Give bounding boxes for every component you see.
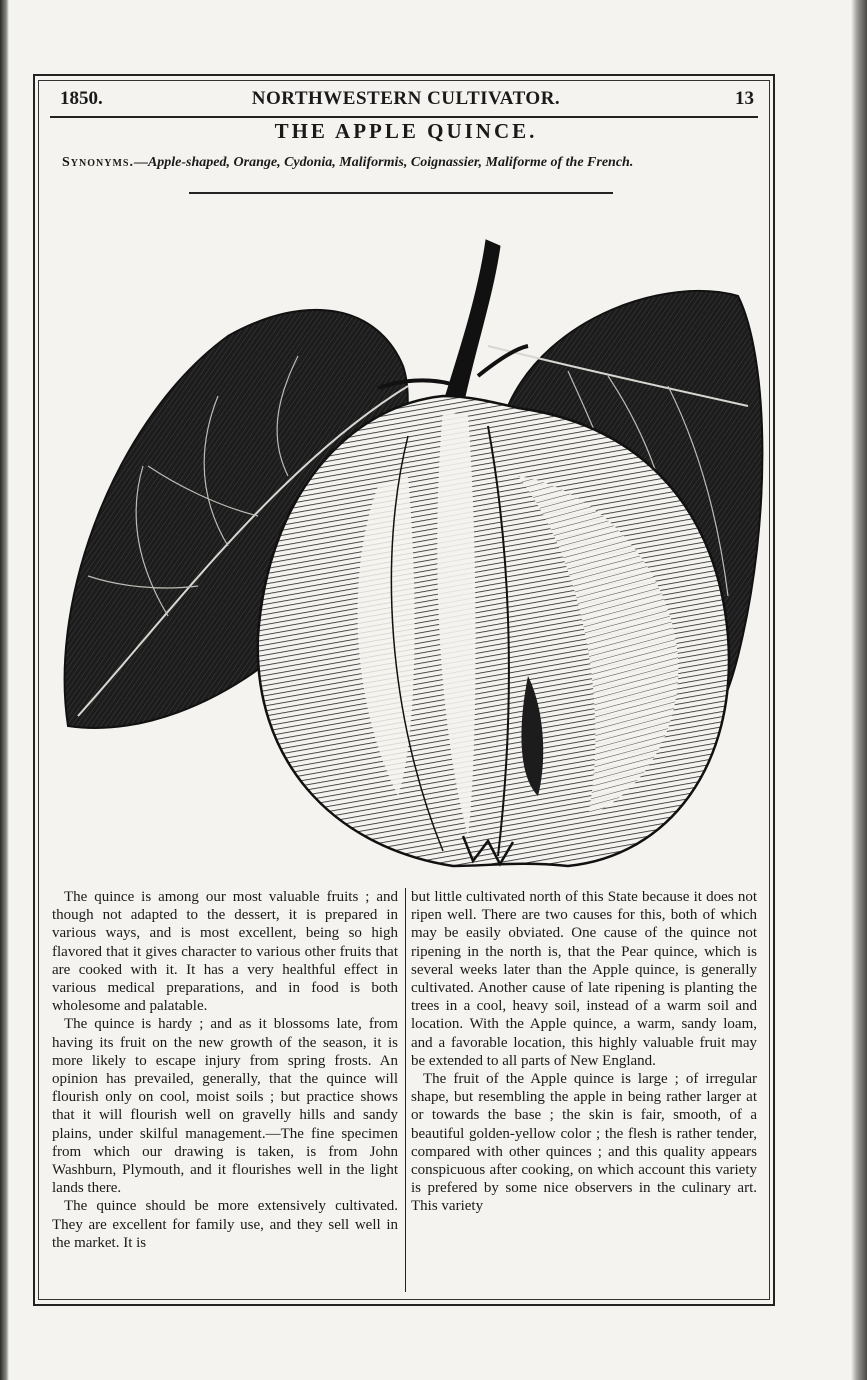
synonyms-text: —Apple-shaped, Orange, Cydonia, Maliformis, Coignassier, Maliforme of the French.: [133, 155, 634, 170]
title-rule: [189, 192, 613, 194]
header-rule: [50, 116, 758, 118]
scan-edge-right: [851, 0, 867, 1380]
paragraph: The quince is hardy ; and as it blossoms late, from having its fruit on the new growth of the season, it is more likely to escape injury from spring frosts. An opinion has prevailed, generally, that the quince will flourish only on cool, moist soils ; but practice shows that it will flourish well on gravelly hills and sandy plains, under skilful management.—The fine specimen from which our drawing is taken, is from John Washburn, Plymouth, and it flourishes well in the light lands there.: [52, 1016, 398, 1197]
synonyms-label: Synonyms.: [62, 155, 134, 170]
article-column-right: [411, 888, 757, 1216]
paragraph: but little cultivated north of this State because it does not ripen well. There are two causes for this, both of which may be easily obviated. One cause of the quince not ripening in the north is, that the Pear quince, which is several weeks later than the Apple quince, is generally cultivated. Another cause of late ripening is planting the trees in a cool, heavy soil, instead of a warm soil and location. With the Apple quince, a warm, sandy loam, and a favorable location, this highly valuable fruit may be extended to all parts of New England.: [411, 889, 757, 1069]
synonyms-line: [62, 155, 762, 171]
paragraph: The fruit of the Apple quince is large ; of irregular shape, but resembling the apple in being rather larger at or towards the base ; the skin is fair, smooth, of a beautiful golden-yellow color ; the flesh is rather tender, compared with other quinces ; and this quality appears conspicuous after cooking, on which account this variety is prefered by some nice observers in the culinary art. This variety: [411, 1071, 757, 1215]
column-rule: [405, 888, 406, 1292]
page-number: 13: [735, 88, 754, 109]
scan-edge-left: [0, 0, 9, 1380]
paragraph: The quince is among our most valuable fruits ; and though not adapted to the dessert, it is prepared in various ways, and is most excellent, being so high flavored that it gives character to various other fruits that are cooked with it. It has a very healthful effect in various medical preparations, and in food is both wholesome and palatable.: [52, 889, 398, 1015]
paragraph: The quince should be more extensively cultivated. They are excellent for family use, and they sell well in the market. It is: [52, 1198, 398, 1251]
running-head-title: NORTHWESTERN CULTIVATOR.: [251, 88, 561, 109]
running-head-year: 1850.: [60, 88, 103, 109]
apple-quince-illustration: [48, 236, 768, 876]
running-head: [50, 86, 762, 112]
stem: [443, 240, 500, 406]
article-title: THE APPLE QUINCE.: [274, 119, 538, 143]
article-column-left: [52, 888, 398, 1252]
